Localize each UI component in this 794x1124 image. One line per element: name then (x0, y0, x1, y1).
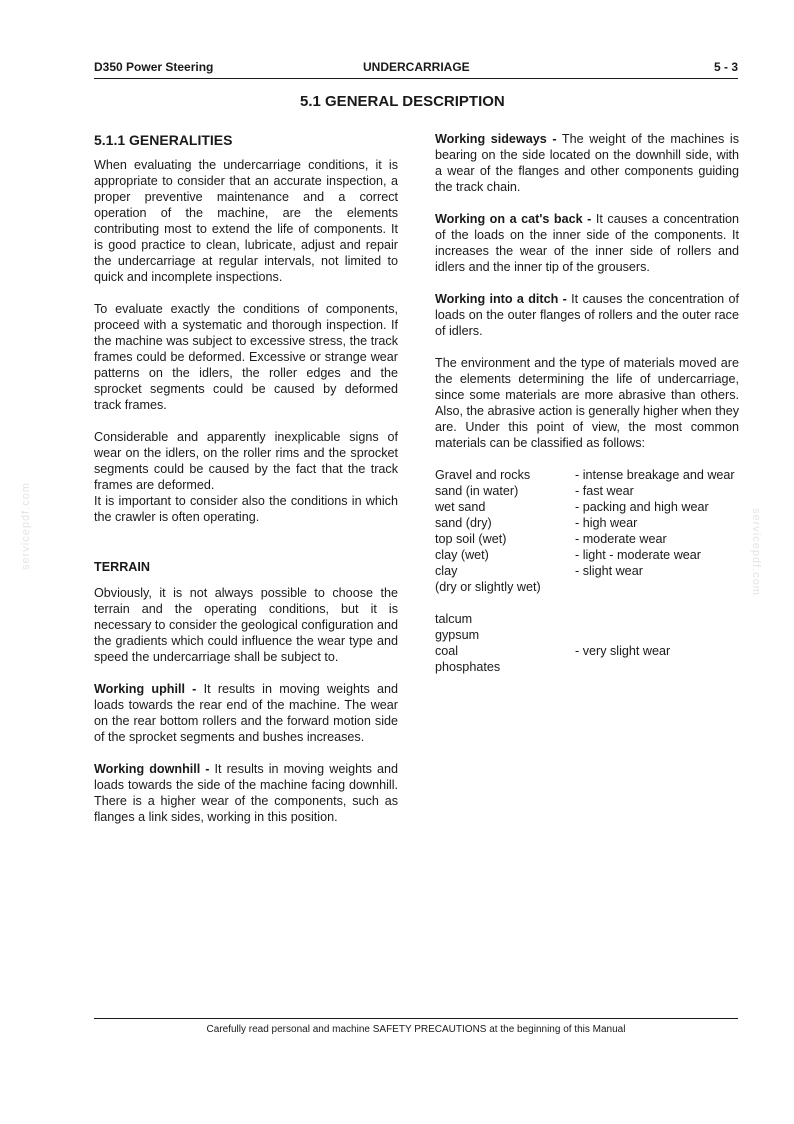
wear-cell (575, 659, 735, 675)
material-cell: coal (435, 644, 459, 658)
table-row (435, 467, 735, 483)
material-cell: Gravel and rocks (435, 468, 531, 482)
material-cell: talcum (435, 612, 473, 626)
table-row (435, 547, 735, 563)
material-cell: gypsum (435, 628, 480, 642)
item-label: Working downhill - (94, 762, 210, 776)
wear-cell (575, 611, 735, 627)
item-text: The weight of the machines is bearing on the side located on the downhill side, with a wear of the flanges and other components guiding the track chain. (435, 132, 740, 194)
table-row (435, 643, 735, 659)
wear-cell: - slight wear (575, 564, 643, 578)
left-column (94, 131, 398, 825)
page-header (94, 58, 738, 79)
item-text: It causes a concentration of the loads on the inner side of the components. It increases the wear of the inner side of rollers and idlers and the inner tip of the grousers. (435, 212, 740, 274)
table-row (435, 483, 735, 499)
table-row (435, 515, 735, 531)
material-cell: wet sand (435, 500, 486, 514)
item-label: Working into a ditch - (435, 292, 567, 306)
wear-cell (575, 627, 735, 643)
wear-cell: - high wear (575, 516, 638, 530)
paragraph: When evaluating the undercarriage conditions, it is appropriate to consider that an accurate inspection, a proper preventive maintenance and a correct operation of the machine, are the elements contributing most to extend the life of components. It is good practice to clean, lubricate, adjust and repair the undercarriage at regular intervals, not limited to quick and incomplete inspections. (94, 158, 398, 284)
terrain-item-cats-back (435, 211, 739, 275)
paragraph: Considerable and apparently inexplicable signs of wear on the idlers, on the roller rims and the sprocket segments could be caused by the fact that the track frames are deformed. (94, 430, 398, 492)
paragraph: To evaluate exactly the conditions of components, proceed with a systematic and thorough inspection. If the machine was subject to excessive stress, the track frames could be deformed. Excessive or strange wear patterns on the idlers, the roller edges and the sprocket segments could be caused by deformed track frames. (94, 302, 398, 412)
terrain-item-sideways (435, 131, 739, 195)
item-text: It results in moving weights and loads towards the rear end of the machine. The wear on the rear bottom rollers and the forward motion side of the sprocket segments and bushes increases. (94, 682, 398, 744)
table-row (435, 499, 735, 515)
table-row (435, 611, 735, 627)
right-column (435, 131, 739, 675)
header-chapter: UNDERCARRIAGE (363, 60, 470, 74)
section-title: 5.1.1 GENERALITIES (94, 132, 233, 148)
table-row (435, 579, 735, 595)
watermark-right: servicepdf.com (750, 508, 762, 596)
item-label: Working uphill - (94, 682, 197, 696)
material-cell: clay (wet) (435, 548, 489, 562)
item-label: Working on a cat's back - (435, 212, 592, 226)
material-cell: (dry or slightly wet) (435, 580, 541, 594)
item-text: It causes the concentration of loads on the outer flanges of rollers and the outer race of idlers. (435, 292, 739, 338)
material-cell: top soil (wet) (435, 532, 507, 546)
watermark-left: servicepdf.com (20, 482, 32, 570)
paragraph: Obviously, it is not always possible to choose the terrain and the operating conditions, but it is necessary to consider the geological configuration and the gradients which could influence the wear type and speed the undercarriage shall be subject to. (94, 586, 398, 664)
header-manual-title: D350 Power Steering (94, 60, 214, 74)
terrain-item-downhill (94, 761, 398, 825)
paragraph: It is important to consider also the conditions in which the crawler is often operating. (94, 494, 398, 524)
header-page-number: 5 - 3 (713, 60, 738, 74)
terrain-item-uphill (94, 681, 398, 745)
terrain-heading: TERRAIN (94, 560, 150, 574)
wear-cell: - moderate wear (575, 532, 667, 546)
terrain-item-ditch (435, 291, 739, 339)
materials-table (435, 467, 735, 675)
wear-cell: - packing and high wear (575, 500, 709, 514)
table-row (435, 531, 735, 547)
item-label: Working sideways - (435, 132, 557, 146)
paragraph: The environment and the type of materials moved are the elements determining the life of undercarriage, since some materials are more abrasive than others. Also, the abrasive action is generally higher when they are. Under this point of view, the most common materials can be classified as follows: (435, 356, 739, 450)
wear-cell: - intense breakage and wear (575, 468, 735, 482)
table-row (435, 563, 735, 579)
page-title: 5.1 GENERAL DESCRIPTION (300, 93, 505, 110)
wear-cell: - light - moderate wear (575, 548, 701, 562)
material-cell: phosphates (435, 660, 501, 674)
material-cell: clay (435, 564, 458, 578)
table-row (435, 659, 735, 675)
material-cell: sand (in water) (435, 484, 519, 498)
material-cell: sand (dry) (435, 516, 492, 530)
item-text: It results in moving weights and loads towards the side of the machine facing downhill. There is a higher wear of the components, such as flanges a link sides, working in this position. (94, 762, 398, 824)
page-footer: Carefully read personal and machine SAFETY PRECAUTIONS at the beginning of this Manual (94, 1018, 738, 1035)
wear-cell: - fast wear (575, 484, 634, 498)
wear-cell: - very slight wear (575, 644, 671, 658)
table-row (435, 627, 735, 643)
